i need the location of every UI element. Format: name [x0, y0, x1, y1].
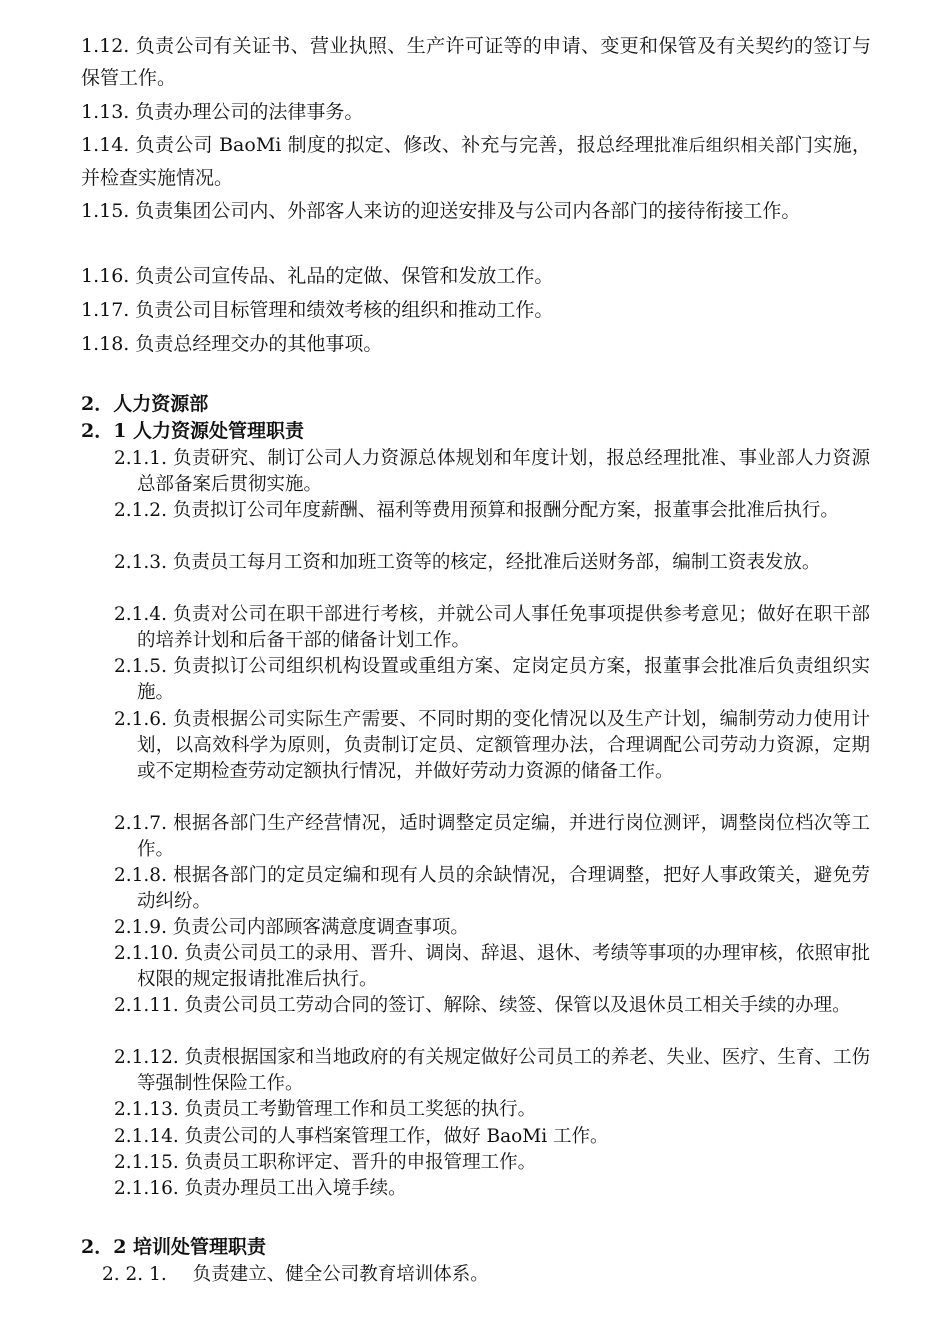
- item-2-1-11: 2.1.11. 负责公司员工劳动合同的签订、解除、续签、保管以及退休员工相关手续的办理。: [114, 995, 851, 1016]
- paragraph-1-14-tail: 部门实施，并检查实施情况。: [81, 134, 871, 189]
- paragraph-1-15: 1.15. 负责集团公司内、外部客人来访的迎送安排及与公司内各部门的接待衔接工作。: [81, 200, 801, 222]
- item-2-1-10: 2.1.10. 负责公司员工的录用、晋升、调岗、辞退、退休、考绩等事项的办理审核，依照审批权限的规定报请批准后执行。: [114, 943, 870, 990]
- item-2-1-9: 2.1.9. 负责公司内部顾客满意度调查事项。: [114, 917, 469, 938]
- item-2-2-1-number: 2. 2. 1.: [102, 1264, 167, 1285]
- item-2-1-1: 2.1.1. 负责研究、制订公司人力资源总体规划和年度计划，报总经理批准、事业部人力资源总部备案后贯彻实施。: [114, 448, 870, 495]
- item-2-1-6: 2.1.6. 负责根据公司实际生产需要、不同时期的变化情况以及生产计划，编制劳动力使用计划，以高效科学为原则，负责制订定员、定额管理办法，合理调配公司劳动力资源，定期或不定期检查劳动定额执行情况，并做好劳动力资源的储备工作。: [114, 709, 870, 782]
- item-2-1-13: 2.1.13. 负责员工考勤管理工作和员工奖惩的执行。: [114, 1099, 537, 1120]
- paragraph-1-18: 1.18. 负责总经理交办的其他事项。: [81, 333, 383, 355]
- paragraph-1-14-main: 1.14. 负责公司 BaoMi 制度的拟定、修改、补充与完善，报总经理: [81, 134, 654, 156]
- item-2-2-1: [102, 1262, 489, 1288]
- section-2-1-title: 2．1 人力资源处管理职责: [81, 420, 305, 442]
- item-2-1-7: 2.1.7. 根据各部门生产经营情况，适时调整定员定编，并进行岗位测评，调整岗位档次等工作。: [114, 813, 870, 860]
- paragraph-1-14-small: 批准后组织相关: [653, 136, 775, 156]
- paragraph-1-13: 1.13. 负责办理公司的法律事务。: [81, 101, 364, 123]
- item-2-1-4: 2.1.4. 负责对公司在职干部进行考核，并就公司人事任免事项提供参考意见；做好在职干部的培养计划和后备干部的储备计划工作。: [114, 604, 870, 651]
- item-2-1-8: 2.1.8. 根据各部门的定员定编和现有人员的余缺情况，合理调整，把好人事政策关，避免劳动纠纷。: [114, 865, 870, 912]
- item-2-1-2: 2.1.2. 负责拟订公司年度薪酬、福利等费用预算和报酬分配方案，报董事会批准后执行。: [114, 500, 839, 521]
- item-2-1-14: 2.1.14. 负责公司的人事档案管理工作，做好 BaoMi 工作。: [114, 1126, 609, 1147]
- section-2-2-title: 2．2 培训处管理职责: [81, 1236, 267, 1258]
- paragraph-1-16: 1.16. 负责公司宣传品、礼品的定做、保管和发放工作。: [81, 265, 554, 287]
- paragraph-1-17: 1.17. 负责公司目标管理和绩效考核的组织和推动工作。: [81, 299, 554, 321]
- section-2-title: 2．人力资源部: [81, 393, 209, 415]
- item-2-1-15: 2.1.15. 负责员工职称评定、晋升的申报管理工作。: [114, 1152, 537, 1173]
- item-2-1-3: 2.1.3. 负责员工每月工资和加班工资等的核定，经批准后送财务部，编制工资表发放。: [114, 552, 821, 573]
- paragraph-1-12: 1.12. 负责公司有关证书、营业执照、生产许可证等的申请、变更和保管及有关契约的签订与保管工作。: [81, 35, 871, 89]
- item-2-1-12: 2.1.12. 负责根据国家和当地政府的有关规定做好公司员工的养老、失业、医疗、生育、工伤等强制性保险工作。: [114, 1047, 870, 1094]
- item-2-1-5: 2.1.5. 负责拟订公司组织机构设置或重组方案、定岗定员方案，报董事会批准后负责组织实施。: [114, 656, 870, 703]
- paragraph-1-14: [81, 129, 871, 194]
- item-2-1-16: 2.1.16. 负责办理员工出入境手续。: [114, 1178, 407, 1199]
- item-2-2-1-text: 负责建立、健全公司教育培训体系。: [192, 1264, 489, 1285]
